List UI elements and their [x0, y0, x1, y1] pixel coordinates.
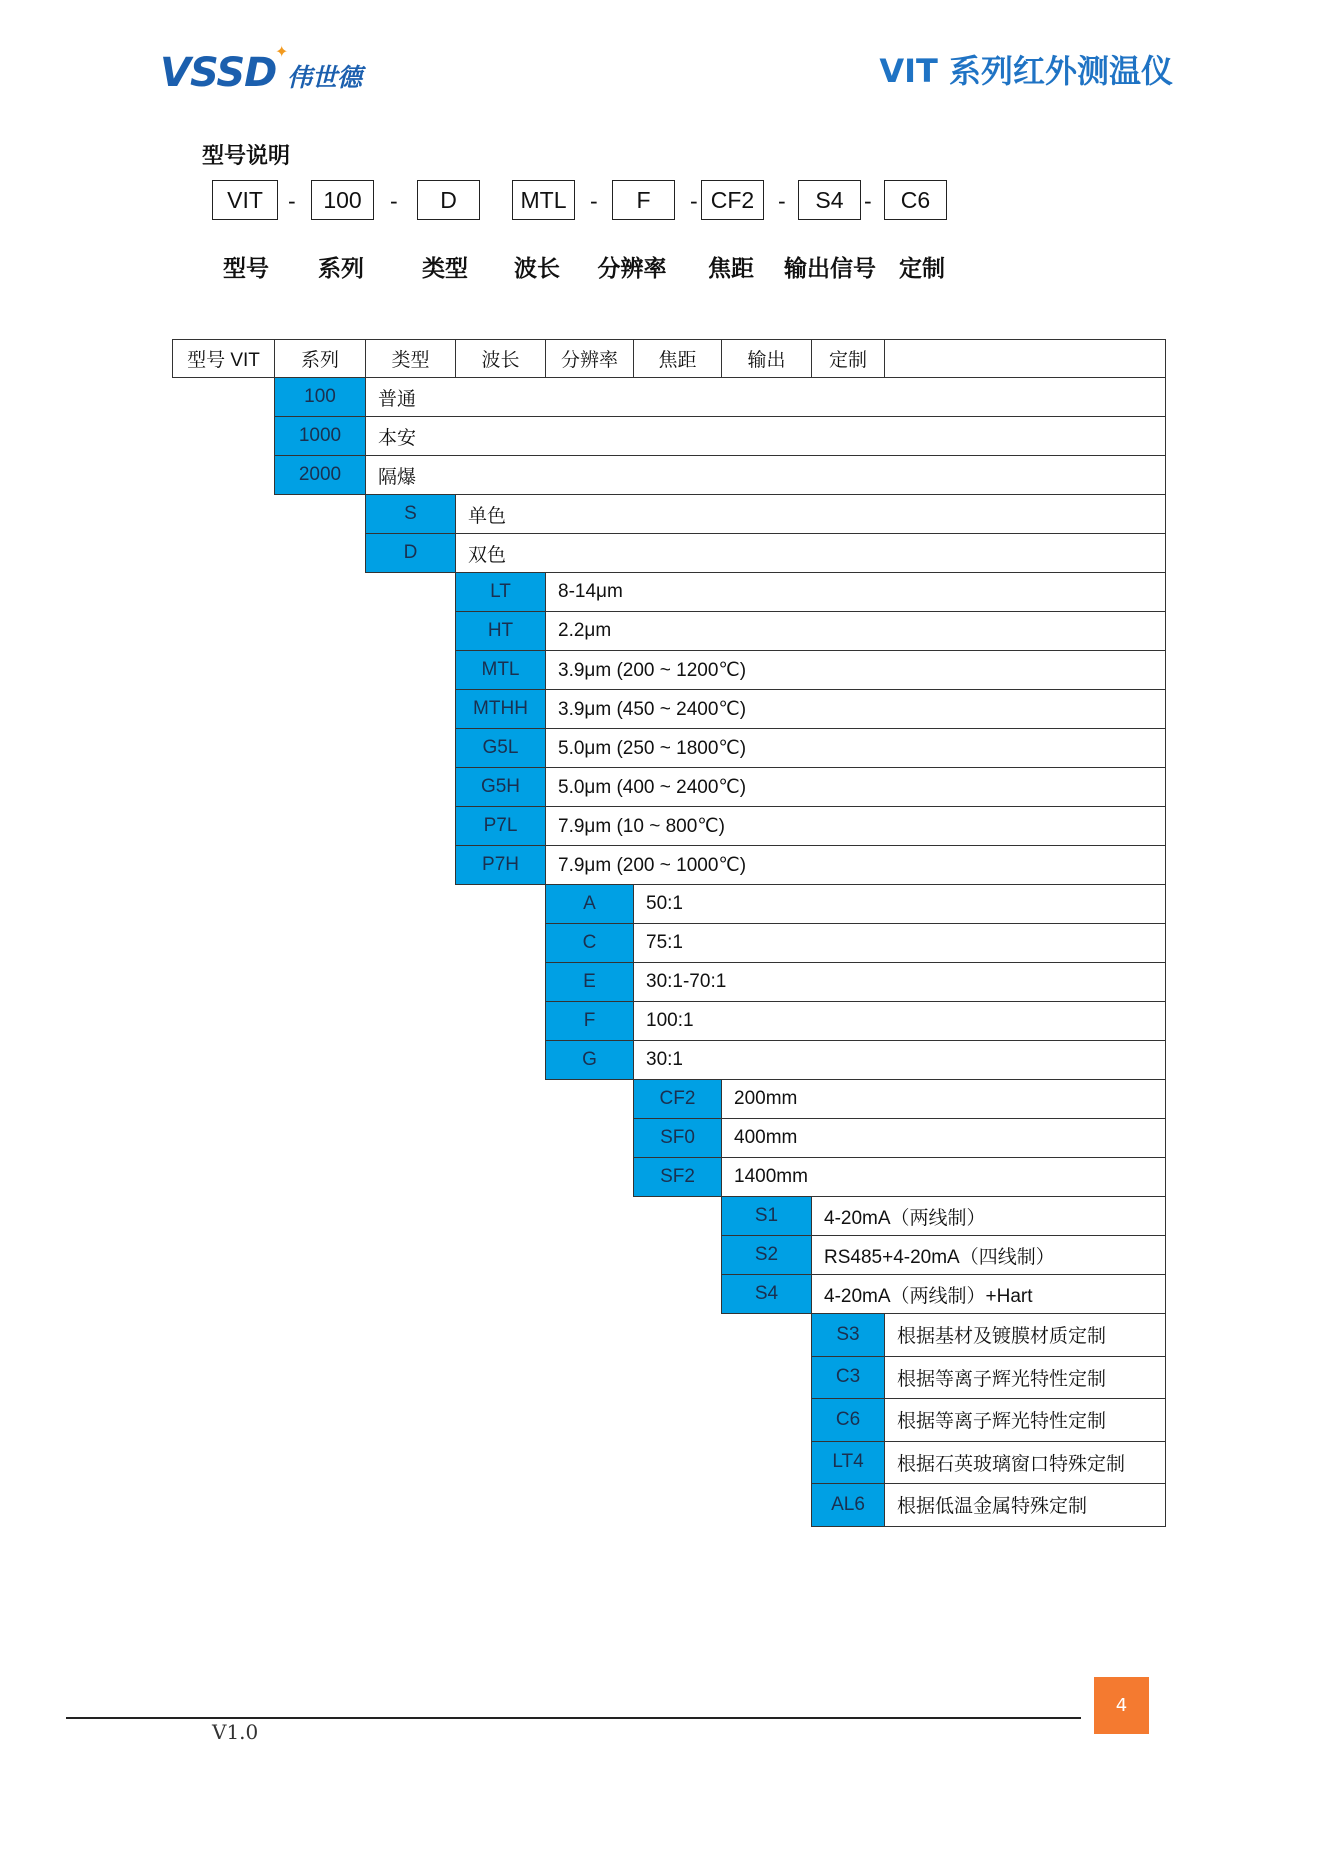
table-header-cell: 系列 [274, 339, 366, 378]
code-separator: - [288, 188, 296, 214]
table-desc-cell: 30:1-70:1 [633, 962, 1166, 1002]
table-desc-cell: 8-14μm [545, 572, 1166, 612]
code-separator: - [390, 188, 398, 214]
table-code-cell: 2000 [274, 455, 366, 495]
table-desc-cell: 3.9μm (450 ~ 2400℃) [545, 689, 1166, 729]
model-code-box: MTL [512, 180, 575, 220]
table-header-cell: 定制 [811, 339, 885, 378]
model-code-label: 输出信号 [784, 256, 876, 282]
table-header-cell: 输出 [721, 339, 812, 378]
code-separator: - [778, 188, 786, 214]
table-desc-cell: 100:1 [633, 1001, 1166, 1041]
table-code-cell: C [545, 923, 634, 963]
table-header-cell: 波长 [455, 339, 546, 378]
model-code-label: 焦距 [708, 256, 754, 282]
table-code-cell: CF2 [633, 1079, 722, 1119]
code-separator: - [590, 188, 598, 214]
table-desc-cell: RS485+4-20mA（四线制） [811, 1235, 1166, 1275]
table-header-cell: 分辨率 [545, 339, 634, 378]
model-code-box: C6 [884, 180, 947, 220]
table-desc-cell: 7.9μm (10 ~ 800℃) [545, 806, 1166, 846]
table-header-cell: 类型 [365, 339, 456, 378]
table-desc-cell: 本安 [365, 416, 1166, 456]
table-desc-cell: 单色 [455, 494, 1166, 534]
table-code-cell: S [365, 494, 456, 534]
model-code-label: 型号 [223, 256, 269, 282]
logo-text: VSSD [160, 50, 277, 96]
table-desc-cell: 普通 [365, 377, 1166, 417]
table-desc-cell: 4-20mA（两线制） [811, 1196, 1166, 1236]
table-header-empty [884, 339, 1166, 378]
table-code-cell: C6 [811, 1398, 885, 1442]
model-code-label: 分辨率 [597, 256, 667, 282]
model-code-box: VIT [212, 180, 278, 220]
table-code-cell: G [545, 1040, 634, 1080]
table-code-cell: AL6 [811, 1483, 885, 1527]
table-code-cell: LT4 [811, 1441, 885, 1485]
table-desc-cell: 400mm [721, 1118, 1166, 1158]
model-code-box: S4 [798, 180, 861, 220]
table-code-cell: F [545, 1001, 634, 1041]
table-desc-cell: 200mm [721, 1079, 1166, 1119]
code-separator: - [690, 188, 698, 214]
model-code-label: 系列 [318, 256, 364, 282]
table-code-cell: A [545, 884, 634, 924]
table-desc-cell: 7.9μm (200 ~ 1000℃) [545, 845, 1166, 885]
star-icon: ✦ [275, 42, 289, 61]
table-desc-cell: 30:1 [633, 1040, 1166, 1080]
table-desc-cell: 双色 [455, 533, 1166, 573]
code-separator: - [864, 188, 872, 214]
table-code-cell: SF2 [633, 1157, 722, 1197]
table-desc-cell: 根据等离子辉光特性定制 [884, 1398, 1166, 1442]
document-title: VIT 系列红外测温仪 [879, 52, 1173, 90]
table-desc-cell: 隔爆 [365, 455, 1166, 495]
version-label: V1.0 [212, 1720, 259, 1744]
table-desc-cell: 根据低温金属特殊定制 [884, 1483, 1166, 1527]
model-code-box: 100 [311, 180, 374, 220]
model-code-label: 定制 [899, 256, 945, 282]
table-code-cell: S1 [721, 1196, 812, 1236]
table-desc-cell: 1400mm [721, 1157, 1166, 1197]
table-code-cell: 1000 [274, 416, 366, 456]
table-header-cell: 型号 VIT [172, 339, 275, 378]
table-code-cell: C3 [811, 1356, 885, 1400]
model-code-box: CF2 [701, 180, 764, 220]
table-code-cell: P7L [455, 806, 546, 846]
table-code-cell: HT [455, 611, 546, 651]
table-code-cell: G5H [455, 767, 546, 807]
table-code-cell: 100 [274, 377, 366, 417]
table-desc-cell: 75:1 [633, 923, 1166, 963]
table-code-cell: MTHH [455, 689, 546, 729]
model-code-label: 类型 [422, 256, 468, 282]
table-desc-cell: 根据基材及镀膜材质定制 [884, 1313, 1166, 1357]
table-code-cell: D [365, 533, 456, 573]
table-code-cell: MTL [455, 650, 546, 690]
section-title: 型号说明 [202, 144, 291, 169]
table-code-cell: SF0 [633, 1118, 722, 1158]
table-code-cell: LT [455, 572, 546, 612]
table-code-cell: G5L [455, 728, 546, 768]
table-desc-cell: 根据石英玻璃窗口特殊定制 [884, 1441, 1166, 1485]
table-code-cell: S3 [811, 1313, 885, 1357]
table-desc-cell: 4-20mA（两线制）+Hart [811, 1274, 1166, 1314]
table-code-cell: S4 [721, 1274, 812, 1314]
table-desc-cell: 3.9μm (200 ~ 1200℃) [545, 650, 1166, 690]
table-desc-cell: 根据等离子辉光特性定制 [884, 1356, 1166, 1400]
table-desc-cell: 5.0μm (250 ~ 1800℃) [545, 728, 1166, 768]
footer-divider [66, 1717, 1081, 1719]
page-number-badge: 4 [1094, 1677, 1149, 1734]
model-code-label: 波长 [514, 256, 560, 282]
table-code-cell: S2 [721, 1235, 812, 1275]
table-desc-cell: 5.0μm (400 ~ 2400℃) [545, 767, 1166, 807]
logo-cn: 伟世德 [287, 63, 363, 92]
table-desc-cell: 2.2μm [545, 611, 1166, 651]
table-code-cell: E [545, 962, 634, 1002]
table-desc-cell: 50:1 [633, 884, 1166, 924]
model-code-box: F [612, 180, 675, 220]
table-code-cell: P7H [455, 845, 546, 885]
table-header-cell: 焦距 [633, 339, 722, 378]
model-code-box: D [417, 180, 480, 220]
